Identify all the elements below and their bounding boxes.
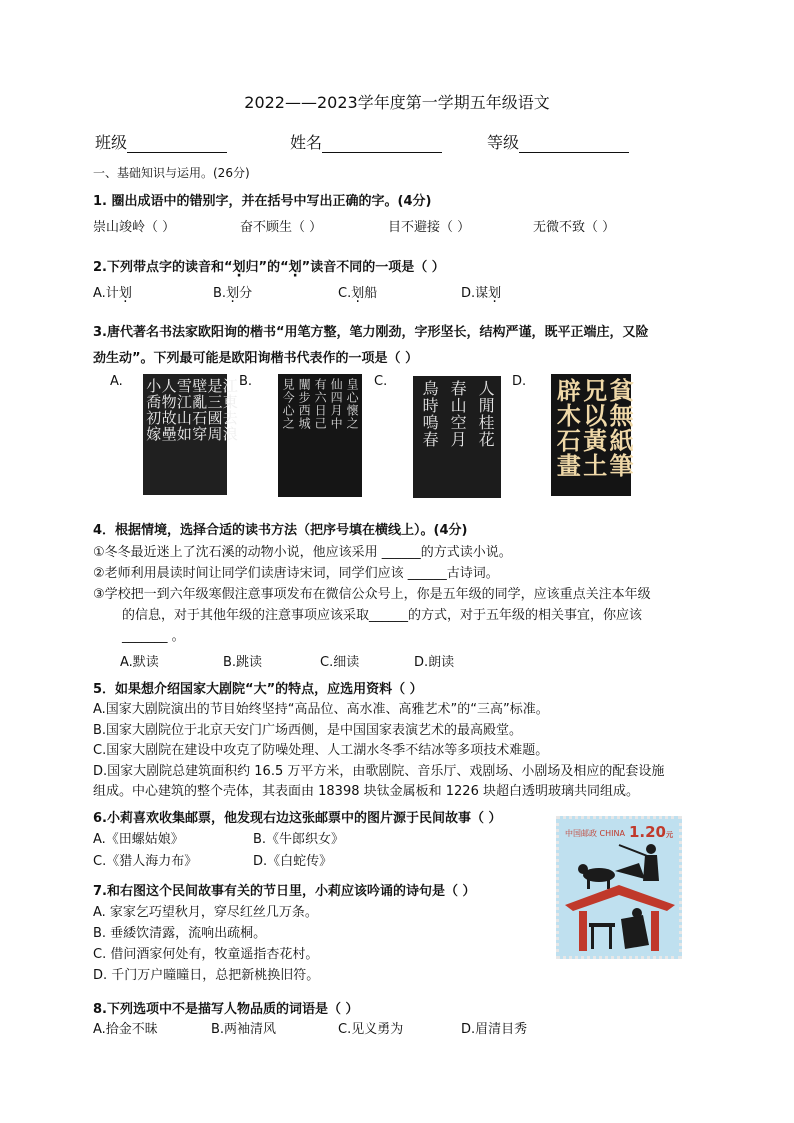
q6-option-a[interactable]: A.《田螺姑娘》: [93, 832, 184, 847]
q5-option-d-line-1[interactable]: D.国家大剧院总建筑面积约 16.5 万平方米，由歌剧院、音乐厅、戏剧场、小剧场及相应的配套设施: [93, 764, 665, 779]
q2-dotted-char: 划: [232, 260, 246, 275]
q8-option-d[interactable]: D.眉清目秀: [461, 1022, 528, 1037]
calligraphy-image-c[interactable]: [413, 376, 501, 498]
page-title: 2022——2023学年度第一学期五年级语文: [244, 93, 550, 112]
question-8-prompt: 8.下列选项中不是描写人物品质的词语是（ ）: [93, 1002, 359, 1017]
q4-option-b[interactable]: B.跳读: [223, 655, 263, 670]
name-blank[interactable]: [322, 138, 442, 153]
q8-option-c[interactable]: C.见义勇为: [338, 1022, 404, 1037]
question-3-line-1: 3.唐代著名书法家欧阳询的楷书“用笔方整，笔力刚劲，字形坚长，结构严谨，既平正端庄，又险: [93, 325, 649, 340]
q6-option-d[interactable]: D.《白蛇传》: [253, 854, 333, 869]
q2-dotted-char: 划: [351, 286, 365, 301]
option-text: D.谋: [461, 286, 489, 301]
q7-option-b[interactable]: B. 垂緌饮清露，流响出疏桐。: [93, 926, 267, 941]
q4-statement-1: ①冬冬最近迷上了沈石溪的动物小说，他应该采用 ______的方式读小说。: [93, 545, 512, 560]
calligraphy-column: 小喬初嫁: [144, 378, 163, 442]
q3-label-a[interactable]: A.: [110, 374, 123, 389]
calligraphy-column: 辟木石畫: [552, 378, 582, 478]
calligraphy-column: 江東去浪: [220, 378, 239, 442]
class-label: 班级: [95, 133, 128, 152]
roof-shape: [565, 885, 675, 911]
q4-statement-3c: _______ 。: [122, 629, 185, 644]
calligraphy-column: 有六日己: [313, 378, 328, 430]
q4-statement-3a: ③学校把一到六年级寒假注意事项发布在微信公众号上，你是五年级的同学，应该重点关注本年级: [93, 587, 651, 602]
q3-label-c[interactable]: C.: [374, 374, 388, 389]
calligraphy-column: 雪江山如: [174, 378, 193, 442]
calligraphy-column: 人物故壘: [159, 378, 178, 442]
question-4-prompt: 4．根据情境，选择合适的读书方法（把序号填在横线上）。(4分): [93, 523, 468, 538]
stamp-value-unit: 元: [666, 831, 673, 839]
option-text: B.: [213, 286, 227, 301]
question-3-line-2: 劲生动”。下列最可能是欧阳询楷书代表作的一项是（ ）: [93, 351, 419, 366]
option-text: C.: [338, 286, 352, 301]
calligraphy-column: 闡步西城: [297, 378, 312, 430]
class-blank[interactable]: [127, 138, 227, 153]
calligraphy-image-a[interactable]: [143, 374, 239, 495]
q5-option-a[interactable]: A.国家大剧院演出的节目始终坚持“高品位、高水准、高雅艺术”的“三高”标准。: [93, 702, 549, 717]
q5-option-b[interactable]: B.国家大剧院位于北京天安门广场西侧，是中国国家表演艺术的最高殿堂。: [93, 723, 523, 738]
q7-option-c[interactable]: C. 借问酒家何处有，牧童遥指杏花村。: [93, 947, 319, 962]
q5-option-c[interactable]: C.国家大剧院在建设中攻克了防噪处理、人工湖水冬季不结冰等多项技术难题。: [93, 743, 549, 758]
q2-option-a[interactable]: [93, 282, 132, 301]
question-1-prompt: 1. 圈出成语中的错别字，并在括号中写出正确的字。(4分): [93, 194, 432, 209]
q1-item-4[interactable]: 无微不致（ ）: [533, 220, 616, 235]
q4-option-d[interactable]: D.朗读: [414, 655, 455, 670]
question-7-prompt: 7.和右图这个民间故事有关的节日里，小莉应该吟诵的诗句是（ ）: [93, 884, 476, 899]
calligraphy-column: 皇心懷之: [345, 378, 360, 430]
stamp-value-number: 1.20: [628, 823, 666, 841]
option-text: A.计: [93, 286, 119, 301]
farmer-head-shape: [646, 844, 656, 854]
q1-item-2[interactable]: 奋不顾生（ ）: [240, 220, 323, 235]
q2-dotted-char: 划: [488, 286, 502, 301]
calligraphy-column: 仙四月中: [329, 378, 344, 430]
q4-statement-3b: 的信息，对于其他年级的注意事项应该采取______的方式，对于五年级的相关事宜，你应该: [122, 608, 643, 623]
question-5-prompt: 5．如果想介绍国家大剧院“大”的特点，应选用资料（ ）: [93, 682, 423, 697]
name-label: 姓名: [290, 133, 323, 152]
stamp-brand: 中国邮政 CHINA: [565, 829, 625, 838]
q2-prompt-part: 2.下列带点字的读音和“: [93, 260, 233, 275]
option-text: 船: [364, 286, 378, 301]
q7-option-d[interactable]: D. 千门万户曈曈日，总把新桃换旧符。: [93, 968, 320, 983]
q2-dotted-char: 划: [226, 286, 240, 301]
grade-field[interactable]: [487, 130, 629, 153]
calligraphy-column: 兄以黃土: [578, 378, 608, 478]
calligraphy-column: 鳥時鳴春: [420, 380, 440, 448]
q4-option-a[interactable]: A.默读: [120, 655, 159, 670]
question-6-prompt: 6.小莉喜欢收集邮票，他发现右边这张邮票中的图片源于民间故事（ ）: [93, 811, 502, 826]
calligraphy-image-d[interactable]: [551, 374, 635, 496]
q3-label-d[interactable]: D.: [512, 374, 527, 389]
q1-item-3[interactable]: 目不避接（ ）: [388, 220, 471, 235]
calligraphy-column: 人閒桂花: [476, 380, 496, 448]
calligraphy-column: 壁亂石穿: [190, 378, 209, 442]
q2-dotted-char: 划: [288, 260, 302, 275]
grade-blank[interactable]: [519, 138, 629, 153]
q5-option-d-line-2: 组成。中心建筑的整个壳体，其表面由 18398 块钛金属板和 1226 块超白透明玻璃共同组成。: [93, 784, 639, 799]
q3-label-b[interactable]: B.: [239, 374, 253, 389]
class-field[interactable]: [95, 130, 227, 153]
section-heading: 一、基础知识与运用。(26分): [93, 166, 250, 180]
q4-statement-2: ②老师利用晨读时间让同学们读唐诗宋词，同学们应该 ______古诗词。: [93, 566, 499, 581]
q4-option-c[interactable]: C.细读: [320, 655, 360, 670]
question-2-prompt: [93, 256, 445, 275]
calligraphy-column: 貧無紙筆: [605, 378, 635, 478]
postage-stamp: [556, 816, 682, 959]
q6-option-b[interactable]: B.《牛郎织女》: [253, 832, 345, 847]
calligraphy-image-b[interactable]: [278, 374, 362, 497]
q8-option-b[interactable]: B.两袖清风: [211, 1022, 277, 1037]
q1-item-1[interactable]: 崇山竣岭（ ）: [93, 220, 176, 235]
weaver-shape: [621, 915, 649, 949]
q2-prompt-part: ”读音不同的一项是（ ）: [301, 260, 445, 275]
ox-head-shape: [578, 864, 588, 874]
grade-label: 等级: [487, 133, 520, 152]
name-field[interactable]: [290, 130, 442, 153]
q2-option-c[interactable]: [338, 282, 377, 301]
q2-dotted-char: 划: [118, 286, 132, 301]
q8-option-a[interactable]: A.拾金不昧: [93, 1022, 158, 1037]
q2-option-b[interactable]: [213, 282, 252, 301]
q6-option-c[interactable]: C.《猎人海力布》: [93, 854, 198, 869]
calligraphy-column: 見今心之: [281, 378, 296, 430]
q2-prompt-part: 归”的“: [245, 260, 289, 275]
stamp-illustration: [559, 819, 679, 956]
calligraphy-column: 春山空月: [448, 380, 468, 448]
q7-option-a[interactable]: A. 家家乞巧望秋月，穿尽红丝几万条。: [93, 905, 318, 920]
q2-option-d[interactable]: [461, 282, 501, 301]
option-text: 分: [239, 286, 253, 301]
calligraphy-column: 是三國周: [205, 378, 224, 442]
